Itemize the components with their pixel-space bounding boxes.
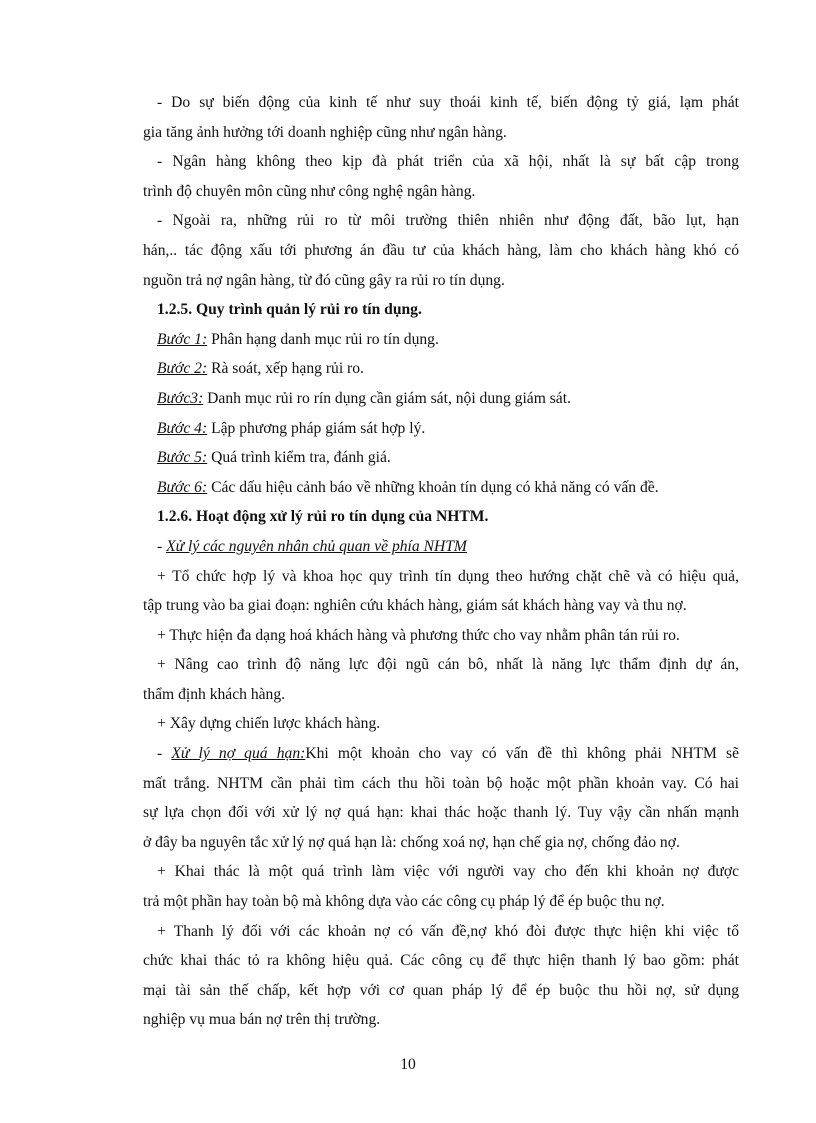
step-label: Bước 6: [157, 478, 208, 496]
bullet-exploitation [143, 857, 739, 916]
text-line: ở đây ba nguyên tắc xử lý nợ quá hạn là: chống xoá nợ, hạn chế gia nợ, chống đảo nợ. [143, 833, 680, 851]
text-line: + Thanh lý đối với các khoản nợ có vấn đề,nợ khó đòi được thực hiện khi việc tổ [157, 922, 739, 940]
text-line: + Khai thác là một quá trình làm việc với người vay cho đến khi khoản nợ được [157, 863, 739, 881]
overdue-prefix: - [157, 745, 172, 763]
step-label: Bước 1: [157, 330, 208, 348]
text-line: sự lựa chọn đối với xử lý nợ quá hạn: khai thác hoặc thanh lý. Tuy vậy cần nhấn mạnh [143, 804, 739, 822]
text-line: mất trắng. NHTM cần phải tìm cách thu hồi toàn bộ hoặc một phần khoản vay. Có hai [143, 774, 739, 792]
text-line: gia tăng ảnh hưởng tới doanh nghiệp cũng như ngân hàng. [143, 123, 507, 141]
overdue-label: Xử lý nợ quá hạn: [171, 745, 306, 763]
bullet-staff-capacity [143, 650, 739, 709]
text-line: nghiệp vụ mua bán nợ trên thị trường. [143, 1011, 381, 1029]
text-line: - Ngân hàng không theo kịp đà phát triển của xã hội, nhất là sự bất cập trong [157, 153, 739, 171]
text-line: + Thực hiện đa dạng hoá khách hàng và phương thức cho vay nhằm phân tán rủi ro. [157, 626, 680, 644]
text-line: + Tổ chức hợp lý và khoa học quy trình tín dụng theo hướng chặt chẽ và có hiệu quả, [157, 567, 739, 585]
step-text: Phân hạng danh mục rủi ro tín dụng. [207, 330, 439, 348]
subheading-prefix: - [157, 537, 167, 555]
overdue-text: Khi một khoản cho vay có vấn đề thì không phải NHTM sẽ [305, 745, 739, 763]
paragraph-bank-lag [143, 147, 739, 206]
text-line: trình độ chuyên môn cũng như công nghệ ngân hàng. [143, 182, 476, 200]
text-line: - Do sự biến động của kinh tế như suy thoái kinh tế, biến động tỷ giá, lạm phát [157, 94, 739, 111]
step-label: Bước3: [157, 389, 204, 407]
bullet-diversification [143, 621, 739, 651]
text-line: chức khai thác tỏ ra không hiệu quả. Các công cụ để thực hiện thanh lý bao gồm: phát [143, 952, 739, 970]
paragraph-economic-causes [143, 88, 739, 147]
step-text: Rà soát, xếp hạng rủi ro. [207, 360, 364, 378]
text-line: tập trung vào ba giai đoạn: nghiên cứu khách hàng, giám sát khách hàng vay và thu nợ. [143, 597, 687, 615]
subheading-subjective-causes [157, 532, 739, 562]
step-item-2 [157, 354, 739, 384]
document-page [143, 88, 739, 1035]
step-text: Lập phương pháp giám sát hợp lý. [207, 419, 426, 437]
paragraph-natural-risks [143, 206, 739, 295]
step-item-1 [157, 325, 739, 355]
section-heading-1-2-6: 1.2.6. Hoạt động xử lý rủi ro tín dụng của NHTM. [157, 508, 489, 526]
step-item-3 [157, 384, 739, 414]
page-number: 10 [400, 1056, 416, 1073]
step-item-6 [157, 473, 739, 503]
step-text: Quá trình kiểm tra, đánh giá. [207, 449, 391, 467]
bullet-customer-strategy [143, 709, 739, 739]
bullet-credit-process [143, 562, 739, 621]
text-line: + Xây dựng chiến lược khách hàng. [157, 715, 381, 733]
text-line [143, 739, 739, 769]
section-heading-1-2-5: 1.2.5. Quy trình quản lý rủi ro tín dụng. [157, 301, 422, 319]
text-line: trả một phần hay toàn bộ mà không dựa vào các công cụ pháp lý để ép buộc thu nợ. [143, 893, 665, 911]
bullet-liquidation [143, 917, 739, 1035]
text-line: - Ngoài ra, những rủi ro từ môi trường thiên nhiên như động đất, bão lụt, hạn [157, 212, 739, 230]
text-line: mại tài sản thế chấp, kết hợp với cơ quan pháp lý để ép buộc thu hồi nợ, sử dụng [143, 981, 739, 999]
step-item-5 [157, 443, 739, 473]
step-text: Các dấu hiệu cảnh báo về những khoản tín dụng có khả năng có vấn đề. [207, 478, 659, 496]
step-label: Bước 5: [157, 449, 208, 467]
step-label: Bước 2: [157, 360, 208, 378]
subheading-text: Xử lý các nguyên nhân chủ quan về phía NHTM [166, 537, 467, 555]
text-line: nguồn trả nợ ngân hàng, từ đó cũng gây ra rủi ro tín dụng. [143, 271, 505, 289]
text-line: + Nâng cao trình độ năng lực đội ngũ cán bô, nhất là năng lực thẩm định dự án, [157, 656, 739, 674]
step-label: Bước 4: [157, 419, 208, 437]
text-line: thẩm định khách hàng. [143, 685, 286, 703]
step-item-4 [157, 414, 739, 444]
paragraph-overdue-debt [143, 739, 739, 857]
text-line: hán,.. tác động xấu tới phương án đầu tư của khách hàng, làm cho khách hàng khó có [143, 241, 739, 259]
step-text: Danh mục rủi ro rín dụng cần giám sát, nội dung giám sát. [203, 389, 571, 407]
